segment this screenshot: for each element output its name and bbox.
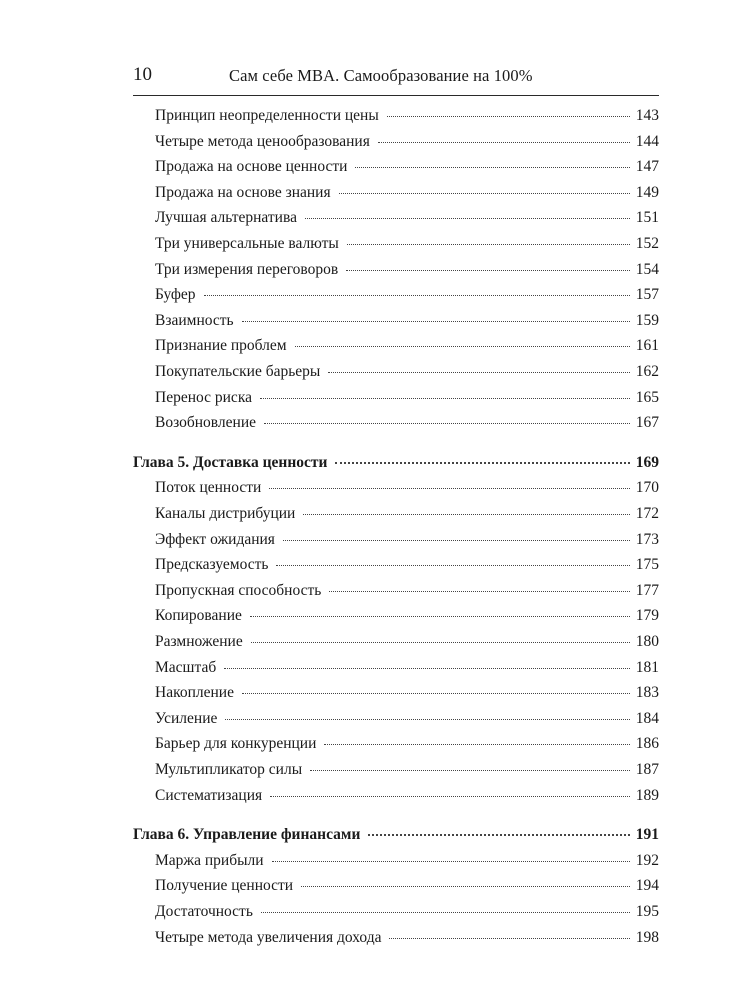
toc-entry-page: 161: [635, 337, 659, 355]
toc-entry: [133, 312, 659, 336]
dot-leader: [328, 372, 629, 373]
toc-entry-page: 165: [635, 388, 659, 406]
toc-entry: [133, 414, 659, 438]
toc-entry-page: 180: [635, 633, 659, 650]
toc-entry-page: 189: [635, 786, 659, 804]
toc-entry-title: Поток ценности: [155, 479, 262, 497]
toc-entry-page: 170: [635, 479, 659, 497]
toc-entry-page: 147: [635, 158, 659, 176]
toc-entry: [133, 787, 659, 811]
toc-entry: [133, 337, 659, 361]
toc-entry-title: Покупательские барьеры: [155, 363, 321, 380]
dot-leader: [387, 116, 630, 117]
toc-entry-page: 187: [635, 761, 659, 778]
toc-entry-page: 179: [635, 607, 659, 625]
dot-leader: [301, 886, 630, 887]
dot-leader: [261, 912, 630, 913]
toc-entry-title: Глава 5. Доставка ценности: [133, 453, 328, 471]
dot-leader: [305, 218, 630, 219]
toc-entry-title: Накопление: [155, 684, 234, 702]
toc-entry: [133, 184, 659, 208]
toc-entry-title: Получение ценности: [155, 877, 294, 895]
toc-entry-title: Каналы дистрибуции: [155, 505, 296, 522]
page-header: [133, 62, 658, 92]
toc-entry-title: Размножение: [155, 633, 243, 650]
toc-entry-title: Продажа на основе знания: [155, 183, 331, 201]
toc-entry: [133, 582, 659, 606]
toc-entry-page: 169: [635, 453, 659, 471]
dot-leader: [310, 770, 630, 771]
dot-leader: [329, 591, 629, 592]
toc-entry: [133, 261, 659, 285]
toc-entry: [133, 852, 659, 876]
toc-chapter-entry: [133, 826, 659, 850]
dot-leader: [346, 270, 630, 271]
dot-leader: [225, 719, 629, 720]
toc-entry-title: Копирование: [155, 607, 242, 625]
dot-leader: [224, 668, 630, 669]
dot-leader: [250, 616, 630, 617]
toc-entry: [133, 286, 659, 310]
toc-entry-page: 149: [635, 183, 659, 201]
toc-entry: [133, 877, 659, 901]
toc-entry: [133, 209, 659, 233]
dot-leader: [264, 423, 630, 424]
dot-leader: [295, 346, 630, 347]
toc-entry-title: Барьер для конкуренции: [155, 735, 317, 753]
toc-entry-title: Достаточность: [155, 903, 253, 920]
running-title: Сам себе MBA. Самообразование на 100%: [229, 66, 533, 85]
toc-entry-page: 181: [635, 658, 659, 676]
toc-entry-page: 175: [635, 556, 659, 574]
toc-entry: [133, 735, 659, 759]
toc-entry-page: 143: [635, 107, 659, 124]
toc-entry: [133, 684, 659, 708]
toc-entry-page: 192: [635, 851, 659, 869]
dot-leader: [355, 167, 629, 168]
toc-entry-title: Принцип неопределенности цены: [155, 107, 379, 124]
dot-leader: [272, 861, 630, 862]
toc-entry-page: 162: [635, 363, 659, 380]
toc-entry: [133, 929, 659, 953]
toc-entry-page: 151: [635, 209, 659, 227]
toc-entry: [133, 531, 659, 555]
toc-entry-page: 159: [635, 311, 659, 329]
toc-entry: [133, 761, 659, 785]
toc-entry-page: 183: [635, 684, 659, 702]
toc-entry-page: 177: [635, 581, 659, 599]
header-divider: [133, 95, 659, 96]
toc-entry: [133, 363, 659, 387]
toc-entry: [133, 479, 659, 503]
toc-entry-title: Маржа прибыли: [155, 851, 264, 869]
dot-leader: [347, 244, 630, 245]
toc-entry-page: 173: [635, 530, 659, 548]
dot-leader: [378, 142, 630, 143]
toc-entry: [133, 389, 659, 413]
toc-entry-title: Систематизация: [155, 786, 263, 804]
toc-entry-title: Перенос риска: [155, 388, 252, 406]
toc-entry: [133, 556, 659, 580]
toc-entry-page: 157: [635, 286, 659, 304]
toc-entry-page: 191: [635, 826, 659, 844]
dot-leader: [260, 398, 630, 399]
toc-entry: [133, 903, 659, 927]
toc-entry: [133, 133, 659, 157]
toc-entry: [133, 607, 659, 631]
toc-entry-title: Пропускная способность: [155, 581, 322, 599]
toc-entry: [133, 633, 659, 657]
dot-leader: [368, 834, 629, 836]
toc-entry-title: Эффект ожидания: [155, 530, 275, 548]
toc-entry-page: 144: [635, 132, 659, 150]
page-number: 10: [133, 64, 152, 85]
toc-entry-title: Четыре метода ценообразования: [155, 132, 370, 150]
dot-leader: [251, 642, 630, 643]
toc-entry: [133, 505, 659, 529]
toc-entry-title: Три универсальные валюты: [155, 235, 339, 252]
toc-entry: [133, 235, 659, 259]
toc-entry-page: 154: [635, 260, 659, 278]
dot-leader: [303, 514, 629, 515]
toc-entry-page: 152: [635, 235, 659, 252]
toc-entry-page: 186: [635, 735, 659, 753]
toc-entry-page: 167: [635, 414, 659, 432]
toc-entry-title: Признание проблем: [155, 337, 287, 355]
toc-entry-title: Глава 6. Управление финансами: [133, 826, 361, 844]
toc-entry: [133, 158, 659, 182]
dot-leader: [242, 321, 630, 322]
toc-entry-title: Предсказуемость: [155, 556, 269, 574]
toc-entry-title: Три измерения переговоров: [155, 260, 339, 278]
toc-entry-page: 195: [635, 903, 659, 920]
toc-entry-page: 194: [635, 877, 659, 895]
toc-entry-title: Лучшая альтернатива: [155, 209, 297, 227]
dot-leader: [204, 295, 630, 296]
toc-entry: [133, 659, 659, 683]
toc-entry-title: Продажа на основе ценности: [155, 158, 348, 176]
dot-leader: [339, 193, 630, 194]
toc-entry-title: Масштаб: [155, 658, 217, 676]
toc-entry-page: 184: [635, 709, 659, 727]
toc-entry-title: Усиление: [155, 709, 218, 727]
toc-entry-title: Мультипликатор силы: [155, 761, 303, 778]
dot-leader: [389, 938, 629, 939]
dot-leader: [335, 462, 629, 464]
toc-entry-title: Буфер: [155, 286, 196, 304]
dot-leader: [283, 540, 630, 541]
dot-leader: [324, 744, 629, 745]
dot-leader: [270, 796, 630, 797]
toc-entry-title: Четыре метода увеличения дохода: [155, 928, 382, 946]
toc-entry-page: 172: [635, 505, 659, 522]
toc-entry: [133, 710, 659, 734]
dot-leader: [276, 565, 629, 566]
toc-chapter-entry: [133, 454, 659, 478]
toc-entry-page: 198: [635, 928, 659, 946]
dot-leader: [269, 488, 629, 489]
toc-entry-title: Взаимность: [155, 311, 234, 329]
toc-entry-title: Возобновление: [155, 414, 256, 432]
dot-leader: [242, 693, 630, 694]
toc-entry: [133, 107, 659, 131]
